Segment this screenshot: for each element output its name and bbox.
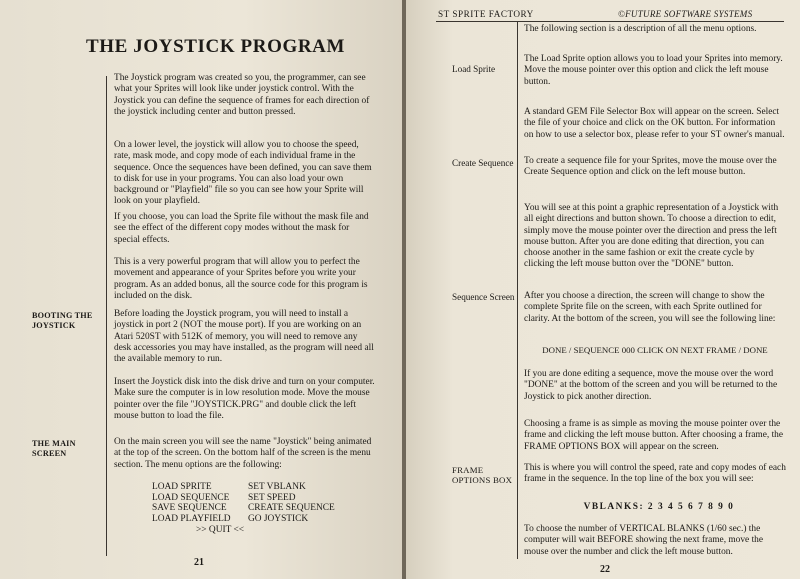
- paragraph-powerful: This is a very powerful program that will allow you to perfect the movement and appearance of your Sprites before you write your program. As an added bonus, all the source code for this program is included on the disk.: [114, 257, 368, 301]
- margin-rule: [106, 76, 107, 556]
- menu-options-list: [152, 482, 335, 524]
- menu-option: GO JOYSTICK: [248, 513, 309, 524]
- side-heading-sequence-screen: Sequence Screen: [452, 292, 515, 302]
- paragraph-create-sequence: To create a sequence file for your Sprites, move the mouse over the Create Sequence option and click on the left mouse button.: [524, 156, 777, 178]
- running-header-title: ST SPRITE FACTORY: [438, 9, 534, 19]
- menu-option: SET VBLANK: [248, 482, 306, 492]
- menu-option: SET SPEED: [248, 492, 296, 503]
- vblanks-line: VBLANKS: 2 3 4 5 6 7 8 9 0: [583, 502, 735, 512]
- paragraph-vertical-blanks: To choose the number of VERTICAL BLANKS (1/60 sec.) the computer will wait BEFORE showing the next frame, move the mouse over the number and click the left mouse button.: [524, 524, 764, 557]
- side-heading-booting: BOOTING THE JOYSTICK: [32, 311, 93, 330]
- paragraph-done-editing: If you are done editing a sequence, move the mouse over the word "DONE" at the bottom of the screen and you will be returned to the Joystick to pick another direction.: [524, 369, 778, 402]
- paragraph-load-sprite: The Load Sprite option allows you to load your Sprites into memory. Move the mouse pointer over this option and click the left mouse button.: [524, 54, 783, 87]
- menu-option: SAVE SEQUENCE: [152, 503, 227, 514]
- done-sequence-line: DONE / SEQUENCE 000 CLICK ON NEXT FRAME / DONE: [542, 345, 768, 355]
- paragraph-insert-disk: Insert the Joystick disk into the disk drive and turn on your computer. Make sure the computer is in low resolution mode. Move the mouse pointer over the file "JOYSTICK.PRG" and double click the left mouse button to load the file.: [114, 377, 375, 421]
- page-title: THE JOYSTICK PROGRAM: [86, 36, 346, 57]
- side-heading-main-screen: THE MAIN SCREEN: [32, 439, 76, 458]
- right-page: [406, 0, 800, 579]
- paragraph-file-selector: A standard GEM File Selector Box will appear on the screen. Select the file of your choice and click on the OK button. For information on how to use a selector box, please refer to your ST owner's manual.: [524, 107, 785, 140]
- menu-option: LOAD SPRITE: [152, 482, 212, 492]
- paragraph-joystick-graphic: You will see at this point a graphic representation of a Joystick with all eight directions and button shown. To choose a direction to edit, simply move the mouse pointer over the direction and press the left mouse button. After you are done editing that direction, you can choose another in the same fashion or exit the create cycle by clicking the left mouse button over the "DONE" button.: [524, 203, 779, 270]
- menu-option: CREATE SEQUENCE: [248, 503, 335, 514]
- margin-rule: [517, 22, 518, 559]
- paragraph-main-screen: On the main screen you will see the name "Joystick" being animated at the top of the screen. On the bottom half of the screen is the menu section. The menu options are the following:: [114, 437, 372, 470]
- menu-quit-option: >> QUIT <<: [196, 525, 245, 535]
- running-header-copyright: ©FUTURE SOFTWARE SYSTEMS: [618, 9, 753, 19]
- paragraph-booting: Before loading the Joystick program, you will need to install a joystick in port 2 (NOT the mouse port). If you are working on an Atari 520ST with 512K of memory, you will need to remove any desk accessories you may have installed, as the program will need all the available memory to run.: [114, 309, 374, 365]
- header-rule: [436, 21, 784, 22]
- page-number: 21: [194, 557, 204, 568]
- paragraph-lower-level: On a lower level, the joystick will allow you to choose the speed, rate, mask mode, and copy mode of each individual frame in the sequence. Once the sequences have been defined, you can save them to disk for use in your programs. You can also load your own background or "Playfield" file so you can see how your Sprite will look on your playfield.: [114, 140, 372, 207]
- menu-row: [152, 493, 335, 504]
- side-heading-frame-options: FRAME OPTIONS BOX: [452, 465, 513, 485]
- side-heading-create-sequence: Create Sequence: [452, 158, 514, 168]
- paragraph-intro: The following section is a description of all the menu options.: [524, 24, 757, 34]
- menu-row: [152, 514, 335, 525]
- paragraph-intro: The Joystick program was created so you, the programmer, can see what your Sprites will look like under joystick control. With the Joystick you can define the sequence of frames for each direction of the joystick including center and button pressed.: [114, 73, 370, 117]
- side-heading-load-sprite: Load Sprite: [452, 64, 496, 74]
- paragraph-sequence-screen: After you choose a direction, the screen will change to show the complete Sprite file on the screen, with each Sprite outlined for clarity. At the bottom of the screen, you will see the following line:: [524, 291, 776, 324]
- paragraph-choosing-frame: Choosing a frame is as simple as moving the mouse pointer over the frame and clicking the left mouse button. After choosing a frame, the FRAME OPTIONS BOX will appear on the screen.: [524, 419, 784, 452]
- menu-row: [152, 503, 335, 514]
- menu-row: [152, 482, 335, 493]
- paragraph-mask: If you choose, you can load the Sprite file without the mask file and see the effect of the different copy modes without the mask for special effects.: [114, 212, 369, 245]
- menu-option: LOAD SEQUENCE: [152, 492, 230, 503]
- menu-option: LOAD PLAYFIELD: [152, 513, 231, 524]
- paragraph-frame-options: This is where you will control the speed, rate and copy modes of each frame in the sequence. In the top line of the box you will see:: [524, 463, 786, 485]
- page-number: 22: [600, 564, 610, 575]
